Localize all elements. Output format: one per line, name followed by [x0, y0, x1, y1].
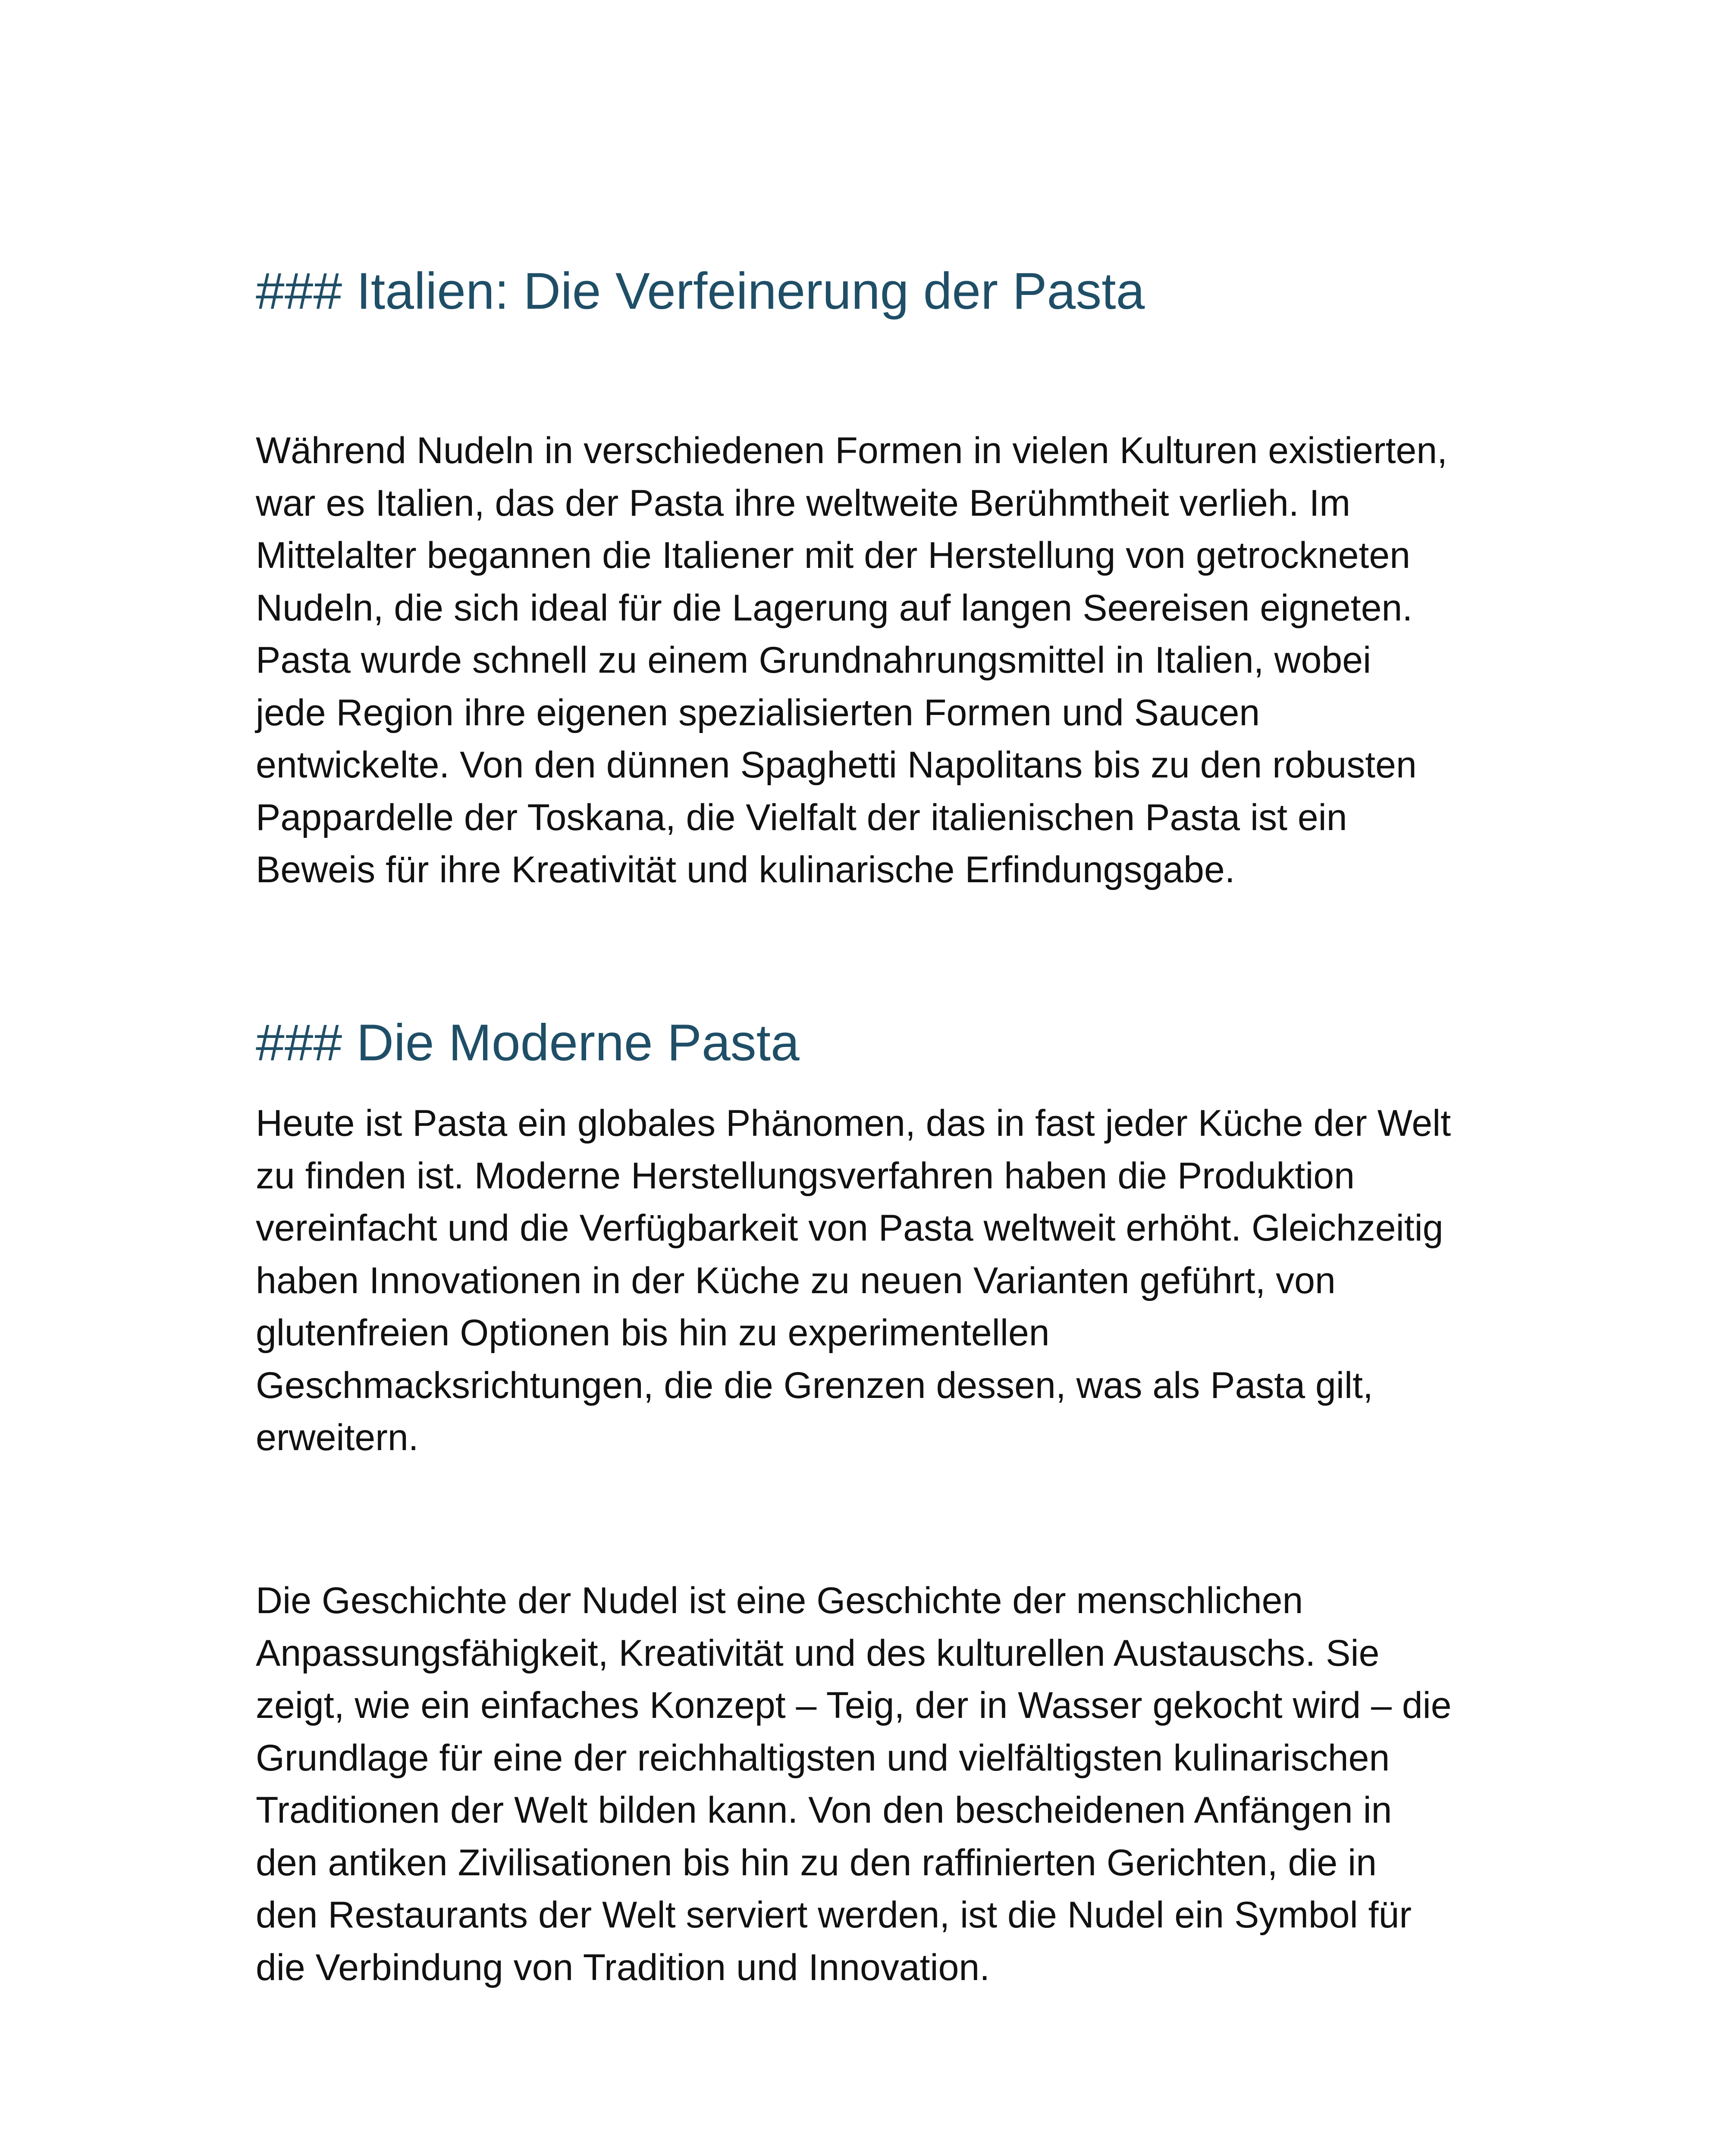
- text-line: entwickelte. Von den dünnen Spaghetti Napolitans bis zu den robusten: [256, 744, 1417, 786]
- text-line: die Verbindung von Tradition und Innovation.: [256, 1946, 990, 1988]
- text-line: haben Innovationen in der Küche zu neuen Varianten geführt, von: [256, 1260, 1336, 1301]
- text-line: Pasta wurde schnell zu einem Grundnahrungsmittel in Italien, wobei: [256, 639, 1371, 681]
- text-line: Geschmacksrichtungen, die die Grenzen dessen, was als Pasta gilt,: [256, 1364, 1373, 1406]
- text-line: Grundlage für eine der reichhaltigsten und vielfältigsten kulinarischen: [256, 1737, 1390, 1779]
- text-line: war es Italien, das der Pasta ihre weltweite Berühmtheit verlieh. Im: [256, 482, 1351, 524]
- text-line: vereinfacht und die Verfügbarkeit von Pasta weltweit erhöht. Gleichzeitig: [256, 1207, 1443, 1249]
- paragraph-closing: [256, 1575, 1506, 1994]
- text-line: Mittelalter begannen die Italiener mit der Herstellung von getrockneten: [256, 535, 1411, 576]
- text-line: Nudeln, die sich ideal für die Lagerung auf langen Seereisen eigneten.: [256, 587, 1413, 629]
- text-line: Traditionen der Welt bilden kann. Von den bescheidenen Anfängen in: [256, 1789, 1392, 1831]
- text-line: Anpassungsfähigkeit, Kreativität und des kulturellen Austauschs. Sie: [256, 1632, 1380, 1674]
- paragraph-moderne-pasta: [256, 1097, 1506, 1464]
- heading-italien: ### Italien: Die Verfeinerung der Pasta: [256, 262, 1145, 320]
- text-line: Während Nudeln in verschiedenen Formen in vielen Kulturen existierten,: [256, 430, 1448, 471]
- text-line: Pappardelle der Toskana, die Vielfalt der italienischen Pasta ist ein: [256, 796, 1347, 838]
- paragraph-italien: [256, 425, 1506, 896]
- heading-moderne-pasta: ### Die Moderne Pasta: [256, 1014, 800, 1072]
- text-line: glutenfreien Optionen bis hin zu experimentellen: [256, 1312, 1050, 1354]
- text-line: zu finden ist. Moderne Herstellungsverfahren haben die Produktion: [256, 1155, 1355, 1197]
- text-line: den Restaurants der Welt serviert werden, ist die Nudel ein Symbol für: [256, 1894, 1412, 1936]
- text-line: den antiken Zivilisationen bis hin zu den raffinierten Gerichten, die in: [256, 1842, 1377, 1883]
- text-line: jede Region ihre eigenen spezialisierten Formen und Saucen: [256, 692, 1260, 733]
- text-line: Die Geschichte der Nudel ist eine Geschichte der menschlichen: [256, 1580, 1303, 1621]
- text-line: erweitern.: [256, 1417, 419, 1458]
- text-line: Heute ist Pasta ein globales Phänomen, das in fast jeder Küche der Welt: [256, 1103, 1451, 1144]
- text-line: Beweis für ihre Kreativität und kulinarische Erfindungsgabe.: [256, 849, 1235, 890]
- text-line: zeigt, wie ein einfaches Konzept – Teig, der in Wasser gekocht wird – die: [256, 1685, 1452, 1726]
